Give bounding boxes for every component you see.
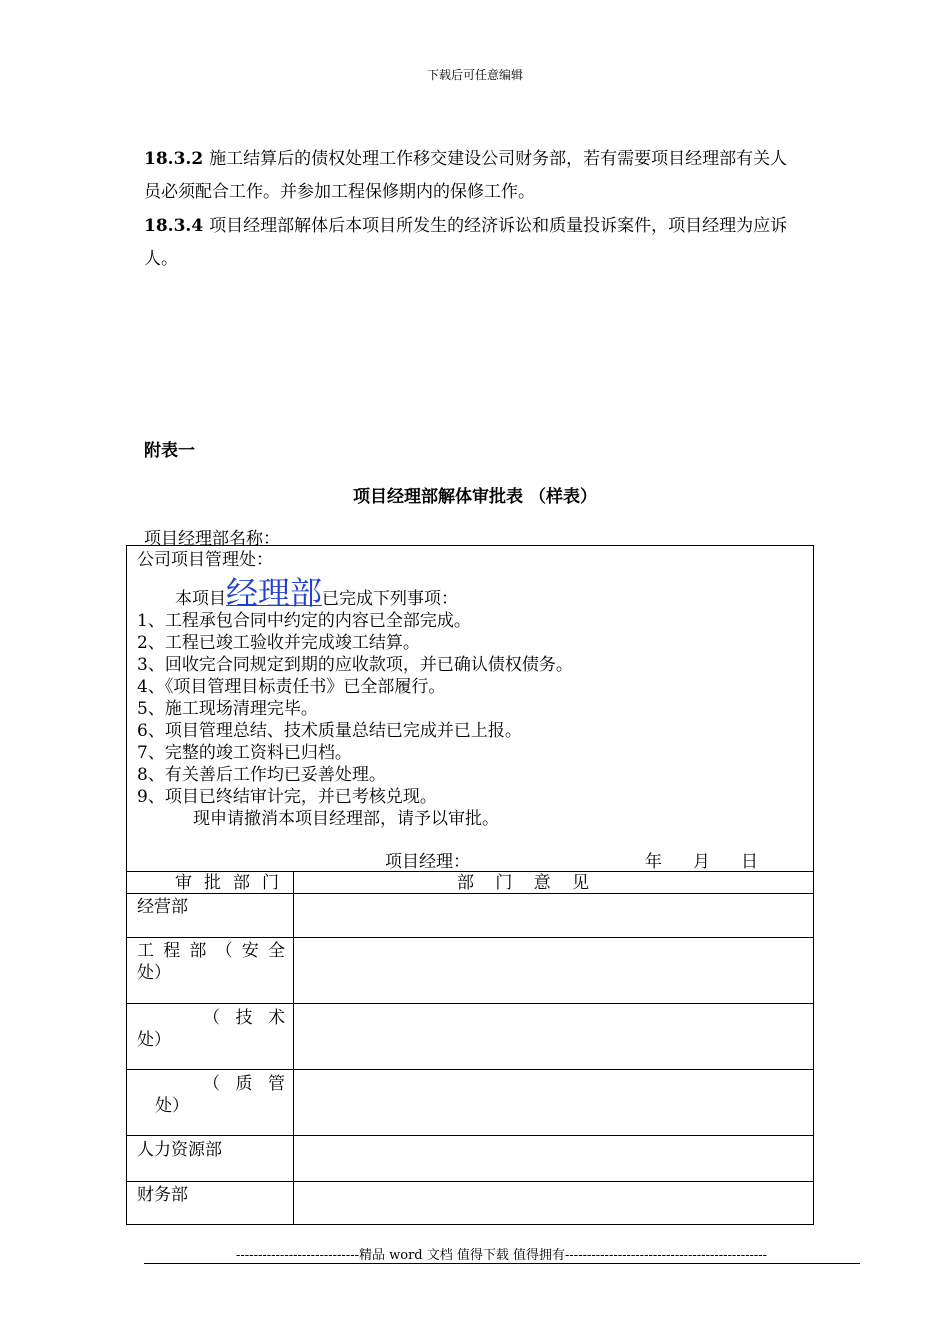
table-rule — [127, 1181, 813, 1182]
row-engineering-dept-cont: 处） — [137, 963, 171, 983]
row-tech-office-cont: 处） — [137, 1030, 171, 1050]
dept-name-label: 项目经理部名称： — [144, 529, 280, 549]
header-char: 部 — [233, 873, 250, 893]
intro-prefix: 本项目 — [175, 589, 226, 609]
cell-char: 术 — [268, 1008, 285, 1028]
header-char: 门 — [495, 873, 513, 893]
table-rule — [127, 1135, 813, 1136]
row-business-dept: 经营部 — [137, 897, 188, 917]
cell-char: 工 — [137, 941, 154, 961]
footer-rule — [144, 1263, 860, 1264]
cell-char: 程 — [163, 941, 181, 961]
addressee: 公司项目管理处： — [137, 550, 273, 570]
cell-char: （ — [203, 1074, 220, 1094]
table-rule — [127, 1003, 813, 1004]
list-item: 1、工程承包合同中约定的内容已全部完成。 — [137, 611, 471, 631]
paragraph-18-3-4 — [144, 210, 860, 276]
list-item: 6、项目管理总结、技术质量总结已完成并已上报。 — [137, 721, 522, 741]
list-item: 3、回收完合同规定到期的应收款项，并已确认债权债务。 — [137, 655, 573, 675]
list-item: 2、工程已竣工验收并完成竣工结算。 — [137, 633, 420, 653]
paragraph-18-3-2 — [144, 143, 860, 209]
intro-suffix: 已完成下列事项： — [322, 589, 459, 609]
footer-text: ----------------------------精品 word 文档 值得下载 值得拥有---------------------------------------------- — [236, 1248, 768, 1263]
header-char: 审 — [175, 873, 192, 893]
date-year: 年 — [645, 852, 662, 872]
cell-char: 安 — [241, 941, 259, 961]
section-number: 18.3.4 — [144, 216, 204, 236]
table-column-divider — [293, 871, 294, 1225]
date-month: 月 — [693, 852, 710, 872]
cell-char: 全 — [267, 941, 285, 961]
header-char: 见 — [571, 873, 589, 893]
row-engineering-dept — [137, 940, 285, 962]
header-approval-dept — [175, 872, 279, 894]
paragraph-text: 施工结算后的债权处理工作移交建设公司财务部，若有需要项目经理部有关人 — [209, 149, 788, 169]
emphasized-word: 经理部 — [226, 574, 323, 612]
table-rule — [127, 1069, 813, 1070]
row-quality-office-cont: 处） — [155, 1096, 189, 1116]
list-item: 5、施工现场清理完毕。 — [137, 699, 318, 719]
list-item: 4、《项目管理目标责任书》已全部履行。 — [137, 677, 446, 697]
signature-label: 项目经理： — [385, 852, 470, 872]
cell-char: 部 — [189, 941, 207, 961]
row-quality-office — [203, 1073, 285, 1095]
list-item: 8、有关善后工作均已妥善处理。 — [137, 765, 386, 785]
appendix-label: 附表一 — [144, 441, 195, 461]
list-item: 9、项目已终结审计完，并已考核兑现。 — [137, 787, 437, 807]
date-day: 日 — [741, 852, 758, 872]
header-char: 部 — [457, 873, 474, 893]
paragraph-text: 项目经理部解体后本项目所发生的经济诉讼和质量投诉案件，项目经理为应诉 — [209, 216, 788, 236]
table-title: 项目经理部解体审批表 （样表） — [353, 487, 597, 507]
cell-char: 技 — [235, 1008, 253, 1028]
section-number: 18.3.2 — [144, 149, 204, 169]
header-note: 下载后可任意编辑 — [426, 68, 523, 82]
paragraph-line: 员必须配合工作。并参加工程保修期内的保修工作。 — [144, 182, 535, 202]
paragraph-line — [144, 210, 860, 243]
header-char: 门 — [262, 873, 279, 893]
row-tech-office — [203, 1007, 285, 1029]
approval-form — [126, 545, 814, 1225]
list-item: 7、完整的竣工资料已归档。 — [137, 743, 352, 763]
paragraph-line: 人。 — [144, 249, 178, 269]
cell-char: （ — [203, 1008, 220, 1028]
request-text: 现申请撤消本项目经理部，请予以审批。 — [193, 809, 499, 829]
cell-char: （ — [215, 941, 233, 961]
header-char: 意 — [533, 873, 551, 893]
cell-char: 管 — [268, 1074, 285, 1094]
table-rule — [127, 937, 813, 938]
paragraph-line — [144, 143, 860, 176]
row-finance-dept: 财务部 — [137, 1185, 188, 1205]
row-hr-dept: 人力资源部 — [137, 1140, 222, 1160]
header-dept-opinion — [457, 872, 589, 894]
header-char: 批 — [204, 873, 221, 893]
cell-char: 质 — [235, 1074, 253, 1094]
